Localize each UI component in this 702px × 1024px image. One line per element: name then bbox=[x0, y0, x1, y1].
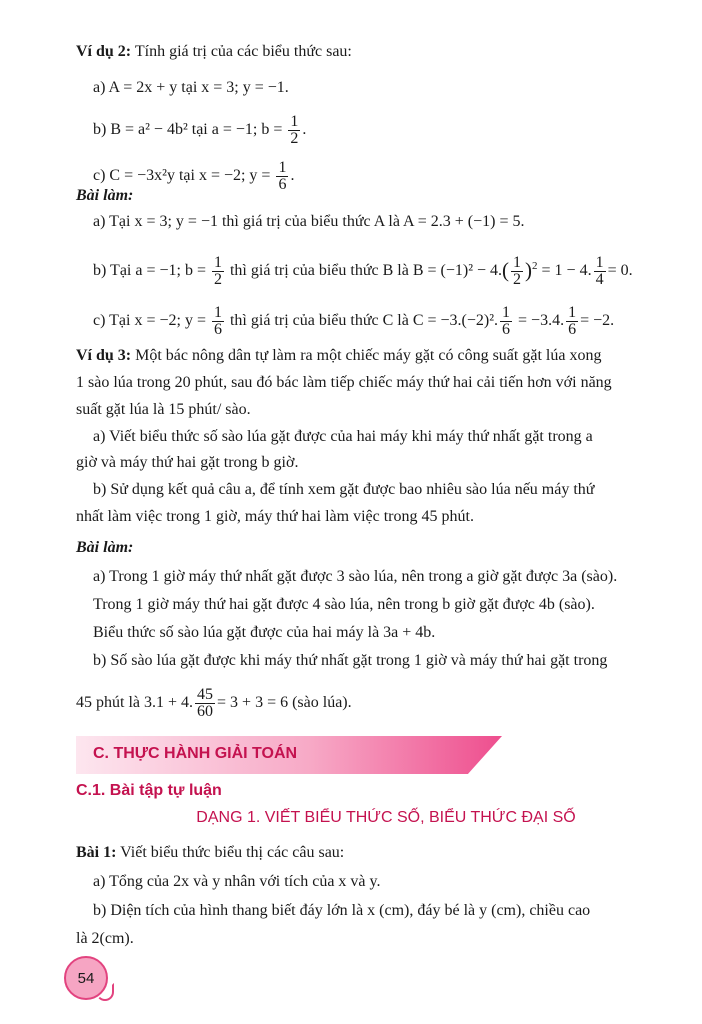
fraction bbox=[212, 305, 224, 338]
solution-2-heading: Bài làm: bbox=[76, 539, 134, 556]
example-2-b bbox=[0, 114, 702, 147]
fraction bbox=[500, 305, 512, 338]
text: = 1 − 4. bbox=[541, 262, 592, 280]
text: = 0. bbox=[607, 262, 633, 280]
example-2-label: Ví dụ 2: bbox=[76, 43, 132, 60]
numerator: 1 bbox=[213, 254, 222, 271]
text: = −3.4. bbox=[518, 312, 565, 330]
solution-2-b-2 bbox=[0, 687, 702, 720]
text: thì giá trị của biểu thức B là B = (−1)² − 4. bbox=[229, 262, 503, 280]
exponent: 2 bbox=[532, 259, 538, 272]
text: c) Tại x = −2; y = bbox=[93, 312, 206, 330]
numerator: 1 bbox=[278, 159, 287, 176]
solution-1-c bbox=[0, 305, 702, 338]
solution-2-a-3: Biểu thức số sào lúa gặt được của hai máy là 3a + 4b. bbox=[93, 624, 436, 641]
fraction bbox=[566, 305, 578, 338]
solution-1-b bbox=[0, 255, 702, 288]
text: Viết biểu thức biểu thị các câu sau: bbox=[120, 844, 345, 861]
denominator: 60 bbox=[197, 703, 214, 720]
numerator: 1 bbox=[502, 304, 511, 321]
example-3-label: Ví dụ 3: bbox=[76, 347, 132, 364]
fraction bbox=[195, 687, 215, 720]
solution-1-heading: Bài làm: bbox=[76, 187, 134, 204]
exercise-1-a: a) Tổng của 2x và y nhân với tích của x và y. bbox=[93, 873, 381, 890]
exercise-1-heading bbox=[0, 843, 702, 863]
text: b) Tại a = −1; b = bbox=[93, 262, 206, 280]
solution-2-b-1: b) Số sào lúa gặt được khi máy thứ nhất gặt trong 1 giờ và máy thứ hai gặt trong bbox=[93, 652, 608, 669]
page-number: 54 bbox=[64, 956, 108, 1000]
denominator: 6 bbox=[278, 176, 287, 193]
denominator: 2 bbox=[290, 130, 299, 147]
denominator: 2 bbox=[213, 271, 222, 288]
text: Một bác nông dân tự làm ra một chiếc máy gặt có công suất gặt lúa xong bbox=[135, 347, 602, 364]
exercise-1-b-1: b) Diện tích của hình thang biết đáy lớn là x (cm), đáy bé là y (cm), chiều cao bbox=[93, 902, 591, 919]
numerator: 1 bbox=[568, 304, 577, 321]
denominator: 6 bbox=[213, 321, 222, 338]
example-2-text: Tính giá trị của các biểu thức sau: bbox=[134, 43, 352, 60]
fraction bbox=[288, 114, 300, 147]
example-3-line-1 bbox=[0, 346, 702, 366]
example-3-b-1: b) Sử dụng kết quả câu a, để tính xem gặt được bao nhiêu sào lúa nếu máy thứ bbox=[93, 481, 595, 498]
example-3-a-2: giờ và máy thứ hai gặt trong b giờ. bbox=[76, 454, 299, 471]
numerator: 1 bbox=[513, 254, 522, 271]
example-3-line-2: 1 sào lúa trong 20 phút, sau đó bác làm tiếp chiếc máy thứ hai cải tiến hơn với năng bbox=[76, 374, 612, 391]
denominator: 6 bbox=[502, 321, 511, 338]
example-3-b-2: nhất làm việc trong 1 giờ, máy thứ hai làm việc trong 45 phút. bbox=[76, 508, 474, 525]
denominator: 4 bbox=[595, 271, 604, 288]
example-2-a: a) A = 2x + y tại x = 3; y = −1. bbox=[93, 79, 289, 96]
denominator: 6 bbox=[568, 321, 577, 338]
solution-1-a: a) Tại x = 3; y = −1 thì giá trị của biểu thức A là A = 2.3 + (−1) = 5. bbox=[93, 213, 525, 230]
exercise-1-b-2: là 2(cm). bbox=[76, 930, 134, 947]
fraction bbox=[212, 255, 224, 288]
punct: . bbox=[290, 167, 295, 185]
example-2-heading bbox=[0, 42, 702, 62]
solution-2-a-1: a) Trong 1 giờ máy thứ nhất gặt được 3 sào lúa, nên trong a giờ gặt được 3a (sào). bbox=[93, 568, 618, 585]
text: = −2. bbox=[580, 312, 615, 330]
exercise-1-label: Bài 1: bbox=[76, 844, 117, 861]
fraction bbox=[594, 255, 606, 288]
example-3-a-1: a) Viết biểu thức số sào lúa gặt được của hai máy khi máy thứ nhất gặt trong a bbox=[93, 428, 593, 445]
example-3-line-3: suất gặt lúa là 15 phút/ sào. bbox=[76, 401, 251, 418]
section-title: C. THỰC HÀNH GIẢI TOÁN bbox=[93, 745, 298, 762]
punct: . bbox=[302, 121, 307, 139]
numerator: 1 bbox=[213, 304, 222, 321]
paren-close: ) bbox=[525, 258, 533, 283]
denominator: 2 bbox=[513, 271, 522, 288]
paren-open: ( bbox=[502, 258, 510, 283]
text: 45 phút là 3.1 + 4. bbox=[76, 694, 194, 712]
text: = 3 + 3 = 6 (sào lúa). bbox=[217, 694, 352, 712]
numerator: 1 bbox=[595, 254, 604, 271]
example-2-b-text: b) B = a² − 4b² tại a = −1; b = bbox=[93, 121, 283, 139]
subsection-title: C.1. Bài tập tự luận bbox=[76, 782, 222, 799]
text: thì giá trị của biểu thức C là C = −3.(−2)². bbox=[229, 312, 499, 330]
fraction bbox=[511, 255, 523, 288]
solution-2-a-2: Trong 1 giờ máy thứ hai gặt được 4 sào lúa, nên trong b giờ gặt được 4b (sào). bbox=[93, 596, 595, 613]
example-2-c-text: c) C = −3x²y tại x = −2; y = bbox=[93, 167, 271, 185]
numerator: 45 bbox=[197, 686, 214, 703]
exercise-type-heading: DẠNG 1. VIẾT BIỂU THỨC SỐ, BIỂU THỨC ĐẠI SỐ bbox=[196, 809, 576, 826]
numerator: 1 bbox=[290, 113, 299, 130]
